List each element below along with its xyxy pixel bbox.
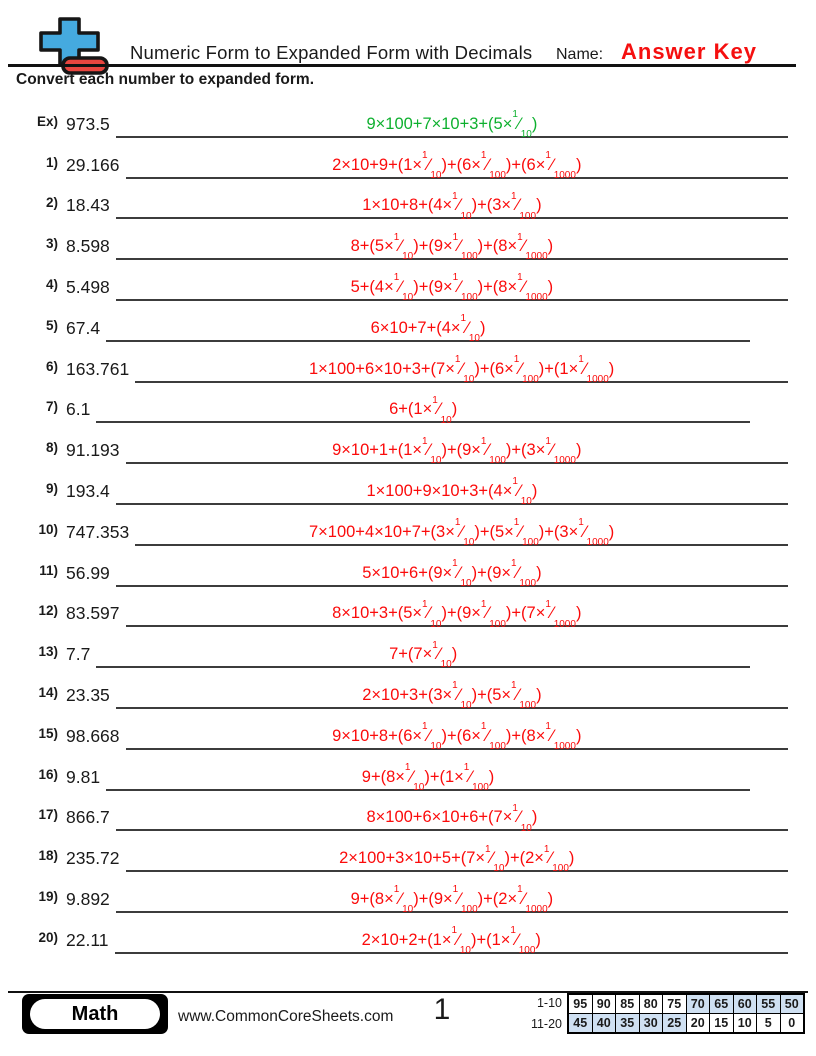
problem-number: 866.7	[66, 807, 110, 828]
score-cell: 40	[592, 1014, 616, 1032]
grading-range-label: 1-10	[536, 996, 562, 1010]
answer-text: $7\times 100+4\times 10+7+(3\times^1⁄_{10})+(5\times^1⁄_{100})+(3\times^1⁄_{1000})$	[308, 517, 615, 549]
answer-text: $2\times 10+3+(3\times^1⁄_{10})+(5\times^1⁄_{100})$	[362, 680, 542, 712]
answer-line	[116, 109, 788, 141]
problem-number: 67.4	[66, 317, 101, 338]
problem-label: 18)	[38, 848, 58, 864]
problem-label: 4)	[45, 276, 58, 292]
problem-number: 56.99	[66, 562, 110, 583]
problem-number: 23.35	[66, 684, 110, 705]
grading-cells-row-2	[567, 1014, 805, 1034]
problem-number: 22.11	[66, 929, 109, 950]
score-cell: 65	[709, 995, 733, 1013]
answer-line	[115, 925, 789, 957]
answer-text: $8\times 100+6\times 10+6+(7\times^1⁄_{10})$	[366, 802, 538, 834]
answer-line	[135, 517, 788, 549]
problem-row	[28, 546, 788, 587]
problem-number: 18.43	[66, 195, 110, 216]
answer-text: $5\times 10+6+(9\times^1⁄_{10})+(9\times^1⁄_{100})$	[362, 558, 542, 589]
answer-line	[106, 313, 750, 345]
score-cell: 30	[639, 1014, 663, 1032]
problem-number: 7.7	[66, 644, 91, 665]
problem-label: 1)	[45, 154, 58, 170]
header-divider	[8, 64, 796, 67]
problem-label: 7)	[45, 399, 58, 415]
score-cell: 5	[756, 1014, 780, 1032]
answer-line	[126, 843, 788, 875]
answer-text: $9\times 100+7\times 10+3+(5\times^1⁄_{10})$	[366, 109, 538, 141]
problem-number: 9.81	[66, 766, 101, 787]
problem-number: 193.4	[66, 480, 110, 501]
answer-text: $7+(7\times^1⁄_{10})$	[389, 639, 458, 671]
answer-text: $5+(4\times^1⁄_{10})+(9\times^1⁄_{100})+(8\times^1⁄_{1000})$	[350, 272, 554, 304]
answer-text: $9\times 10+1+(1\times^1⁄_{10})+(9\times^1⁄_{100})+(3\times^1⁄_{1000})$	[332, 435, 582, 467]
grading-range-label: 11-20	[530, 1017, 562, 1031]
answer-line	[106, 762, 750, 793]
problem-label: 17)	[38, 807, 58, 823]
score-cell: 60	[733, 995, 757, 1013]
answer-line	[116, 190, 788, 222]
score-cell: 20	[686, 1014, 710, 1032]
problem-label: 11)	[39, 562, 58, 578]
problem-label: 15)	[38, 725, 58, 741]
problem-row	[28, 383, 788, 424]
problem-number: 91.193	[66, 440, 120, 461]
answer-line	[126, 721, 788, 753]
answer-line	[116, 802, 788, 834]
problem-label: 14)	[38, 684, 58, 700]
score-cell: 45	[569, 1014, 592, 1032]
answer-line	[116, 272, 788, 304]
subject-label: Math	[30, 999, 160, 1029]
worksheet-title: Numeric Form to Expanded Form with Decimals	[130, 42, 533, 63]
problem-row	[28, 750, 788, 791]
problem-number: 9.892	[66, 888, 110, 909]
answer-text: $2\times 10+2+(1\times^1⁄_{10})+(1\times^1⁄_{100})$	[361, 925, 541, 957]
problem-row	[28, 505, 788, 549]
problem-label: 8)	[45, 440, 58, 456]
score-cell: 80	[639, 995, 663, 1013]
problem-row	[28, 301, 788, 345]
commoncoresheets-plus-minus-logo-icon	[36, 16, 112, 76]
answer-text: $9+(8\times^1⁄_{10})+(9\times^1⁄_{100})+(2\times^1⁄_{1000})$	[350, 884, 554, 916]
problem-number: 747.353	[66, 521, 130, 542]
answer-text: $1\times 10+8+(4\times^1⁄_{10})+(3\times^1⁄_{100})$	[362, 190, 542, 222]
problem-row	[28, 423, 788, 467]
problem-row	[28, 668, 788, 712]
answer-text: $8\times 10+3+(5\times^1⁄_{10})+(9\times^1⁄_{100})+(7\times^1⁄_{1000})$	[332, 598, 582, 630]
answer-text: $6\times 10+7+(4\times^1⁄_{10})$	[370, 313, 486, 345]
answer-text: $1\times 100+6\times 10+3+(7\times^1⁄_{10})+(6\times^1⁄_{100})+(1\times^1⁄_{1000})$	[308, 354, 615, 385]
score-cell: 10	[733, 1014, 757, 1032]
score-cell: 85	[615, 995, 639, 1013]
problem-number: 98.668	[66, 725, 120, 746]
problem-label: 10)	[38, 521, 58, 537]
answer-line	[116, 231, 788, 263]
answer-line	[116, 884, 788, 916]
score-cell: 50	[780, 995, 804, 1013]
problem-row	[28, 342, 788, 383]
problem-row	[28, 587, 788, 628]
answer-line	[96, 639, 750, 671]
subject-badge	[22, 994, 168, 1034]
problem-label: 5)	[45, 317, 58, 333]
grading-row-1	[524, 993, 805, 1014]
answer-line	[116, 476, 788, 508]
answer-text: $2\times 100+3\times 10+5+(7\times^1⁄_{10})+(2\times^1⁄_{100})$	[339, 843, 575, 875]
answer-text: $9+(8\times^1⁄_{10})+(1\times^1⁄_{100})$	[361, 762, 495, 793]
problem-label: 20)	[38, 929, 58, 945]
problem-number: 163.761	[66, 358, 130, 379]
problem-row	[28, 219, 788, 263]
answer-line	[135, 354, 788, 385]
answer-text: $2\times 10+9+(1\times^1⁄_{10})+(6\times^1⁄_{100})+(6\times^1⁄_{1000})$	[332, 150, 582, 181]
problem-number: 8.598	[66, 236, 110, 257]
answer-line	[96, 394, 750, 426]
answer-text: $6+(1\times^1⁄_{10})$	[389, 394, 458, 426]
problems-list	[28, 97, 788, 957]
score-cell: 75	[662, 995, 686, 1013]
problem-row	[28, 179, 788, 220]
problem-number: 6.1	[66, 399, 91, 420]
problem-row	[28, 627, 788, 671]
answer-line	[126, 598, 788, 630]
problem-row	[28, 872, 788, 916]
problem-number: 5.498	[66, 276, 110, 297]
problem-number: 83.597	[66, 603, 120, 624]
score-cell: 25	[662, 1014, 686, 1032]
problem-number: 29.166	[66, 154, 120, 175]
instructions-text: Convert each number to expanded form.	[16, 71, 314, 88]
score-cell: 15	[709, 1014, 733, 1032]
problem-row	[28, 709, 788, 753]
grading-cells-row-1	[567, 993, 805, 1014]
problem-label: 19)	[38, 888, 58, 904]
answer-line	[116, 680, 788, 712]
answer-line	[126, 150, 788, 181]
answer-text: $9\times 10+8+(6\times^1⁄_{10})+(6\times^1⁄_{100})+(8\times^1⁄_{1000})$	[332, 721, 582, 753]
problem-label: 9)	[45, 480, 58, 496]
name-label: Name:	[556, 46, 604, 63]
problem-row	[28, 464, 788, 508]
problem-row	[28, 260, 788, 304]
problem-number: 235.72	[66, 848, 120, 869]
page-number: 1	[433, 993, 451, 1026]
answer-line	[116, 558, 788, 589]
answer-key-text: Answer Key	[621, 39, 757, 64]
problem-label: 6)	[45, 358, 58, 374]
answer-text: $1\times 100+9\times 10+3+(4\times^1⁄_{10})$	[366, 476, 538, 508]
problem-number: 973.5	[66, 113, 110, 134]
problem-row	[28, 831, 788, 875]
answer-line	[126, 435, 788, 467]
problem-label: 3)	[45, 236, 58, 252]
website-url: www.CommonCoreSheets.com	[178, 1008, 394, 1025]
problem-label: Ex)	[36, 113, 58, 129]
problem-row	[28, 97, 788, 141]
answer-text: $8+(5\times^1⁄_{10})+(9\times^1⁄_{100})+(8\times^1⁄_{1000})$	[350, 231, 554, 263]
problem-row	[28, 791, 788, 832]
score-cell: 0	[780, 1014, 804, 1032]
score-cell: 90	[592, 995, 616, 1013]
grading-row-2	[524, 1014, 805, 1034]
problem-label: 13)	[38, 644, 58, 660]
score-cell: 70	[686, 995, 710, 1013]
problem-label: 12)	[38, 603, 58, 619]
problem-label: 16)	[38, 766, 58, 782]
problem-label: 2)	[45, 195, 58, 211]
score-cell: 55	[756, 995, 780, 1013]
score-cell: 35	[615, 1014, 639, 1032]
grading-table	[524, 993, 805, 1034]
problem-row	[28, 913, 788, 957]
problem-row	[28, 138, 788, 179]
score-cell: 95	[569, 995, 592, 1013]
